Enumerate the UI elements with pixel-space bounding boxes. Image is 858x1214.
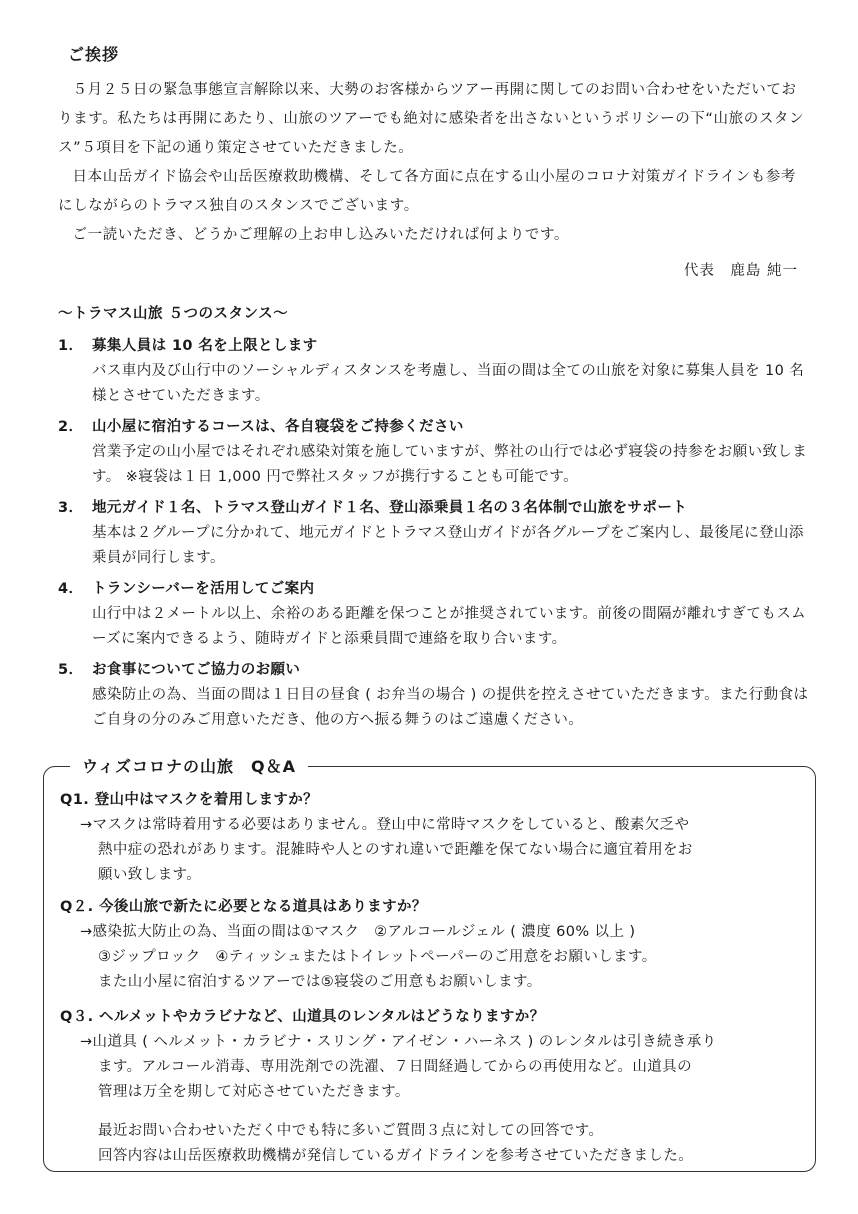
qa-answer-line: また山小屋に宿泊するツアーでは⑤寝袋のご用意もお願いします。 xyxy=(98,974,542,990)
stance-title: トランシーバーを活用してご案内 xyxy=(92,581,315,597)
stances-heading: ～トラマス山旅 ５つのスタンス～ xyxy=(58,306,289,322)
stance-number: 4． xyxy=(58,581,84,597)
qa-answer xyxy=(80,813,800,888)
stance-title: 山小屋に宿泊するコースは、各自寝袋をご持参ください xyxy=(92,419,464,435)
greeting-paragraph-1: ５月２５日の緊急事態宣言解除以来、大勢のお客様からツアー再開に関してのお問い合わせをいただいております。私たちは再開にあたり、山旅のツアーでも絶対に感染者を出さないというポリシーの下“山旅のスタンス”５項目を下記の通り策定させていただきました。 xyxy=(58,82,805,156)
stance-body: 感染防止の為、当面の間は１日目の昼食 ( お弁当の場合 ) の提供を控えさせていただきます。また行動食はご自身の分のみご用意いただき、他の方へ振る舞うのはご遠慮ください。 xyxy=(92,687,809,728)
qa-answer xyxy=(80,1030,800,1105)
qa-answer-line: 願い致します。 xyxy=(98,867,202,883)
stance-number: 2． xyxy=(58,419,84,435)
greeting-paragraph-2: 日本山岳ガイド協会や山岳医療救助機構、そして各方面に点在する山小屋のコロナ対策ガイドラインも参考にしながらのトラマス独自のスタンスでございます。 xyxy=(58,169,796,214)
stance-body: 基本は２グループに分かれて、地元ガイドとトラマス登山ガイドが各グループをご案内し、最後尾に登山添乗員が同行します。 xyxy=(92,525,804,566)
qa-question: Q２. 今後山旅で新たに必要となる道具はありますか？ xyxy=(60,899,427,915)
qa-answer-line: ③ジップロック ④ティッシュまたはトイレットペーパーのご用意をお願いします。 xyxy=(98,949,657,965)
stance-item xyxy=(58,333,818,409)
stance-number: 1． xyxy=(58,338,84,354)
qa-answer-line: 熱中症の恐れがあります。混雑時や人とのすれ違いで距離を保てない場合に適宜着用をお xyxy=(98,842,693,858)
qa-answer-line: ます。アルコール消毒、専用洗剤での洗濯、７日間経過してからの再使用など。山道具の xyxy=(98,1059,692,1075)
qa-closing-line: 最近お問い合わせいただく中でも特に多いご質問３点に対しての回答です。 xyxy=(98,1123,604,1139)
stance-number: 3． xyxy=(58,500,84,516)
qa-question: Q1. 登山中はマスクを着用しますか？ xyxy=(60,792,319,808)
qa-item xyxy=(60,894,800,995)
stance-body: バス車内及び山行中のソーシャルディスタンスを考慮し、当面の間は全ての山旅を対象に募集人員を 10 名様とさせていただきます。 xyxy=(92,363,805,404)
stance-number: 5． xyxy=(58,662,84,678)
qa-title: ウィズコロナの山旅 Q＆A xyxy=(70,754,308,777)
qa-answer-line: →感染拡大防止の為、当面の間は①マスク ②アルコールジェル ( 濃度 60% 以上 ) xyxy=(80,924,636,940)
stance-body: 山行中は２メートル以上、余裕のある距離を保つことが推奨されています。前後の間隔が離れすぎてもスムーズに案内できるよう、随時ガイドと添乗員間で連絡を取り合います。 xyxy=(92,606,807,647)
qa-item xyxy=(60,1004,800,1105)
signature: 代表 鹿島 純一 xyxy=(683,263,798,279)
stance-title: お食事についてご協力のお願い xyxy=(92,662,301,678)
qa-question: Q３. ヘルメットやカラビナなど、山道具のレンタルはどうなりますか？ xyxy=(60,1009,545,1025)
qa-closing xyxy=(98,1119,798,1169)
stance-title: 募集人員は 10 名を上限とします xyxy=(92,338,318,354)
stance-body: 営業予定の山小屋ではそれぞれ感染対策を施していますが、弊社の山行では必ず寝袋の持参をお願い致します。 ※寝袋は１日 1,000 円で弊社スタッフが携行することも可能です。 xyxy=(92,444,808,485)
greeting-title: ご挨拶 xyxy=(68,45,120,64)
qa-closing-line: 回答内容は山岳医療救助機構が発信しているガイドラインを参考させていただきました。 xyxy=(98,1148,694,1164)
stance-item xyxy=(58,576,818,652)
qa-answer-line: →マスクは常時着用する必要はありません。登山中に常時マスクをしていると、酸素欠乏や xyxy=(80,817,690,833)
greeting-paragraph-3: ご一読いただき、どうかご理解の上お申し込みいただければ何よりです。 xyxy=(72,227,570,243)
qa-item xyxy=(60,787,800,888)
stance-item xyxy=(58,414,818,490)
stance-item xyxy=(58,657,818,733)
greeting-body xyxy=(58,76,808,250)
stance-item xyxy=(58,495,818,571)
qa-answer-line: →山道具 ( ヘルメット・カラビナ・スリング・アイゼン・ハーネス ) のレンタルは引き続き承り xyxy=(80,1034,717,1050)
qa-answer xyxy=(80,920,800,995)
stance-title: 地元ガイド１名、トラマス登山ガイド１名、登山添乗員１名の３名体制で山旅をサポート xyxy=(92,500,688,516)
qa-answer-line: 管理は万全を期して対応させていただきます。 xyxy=(98,1084,410,1100)
